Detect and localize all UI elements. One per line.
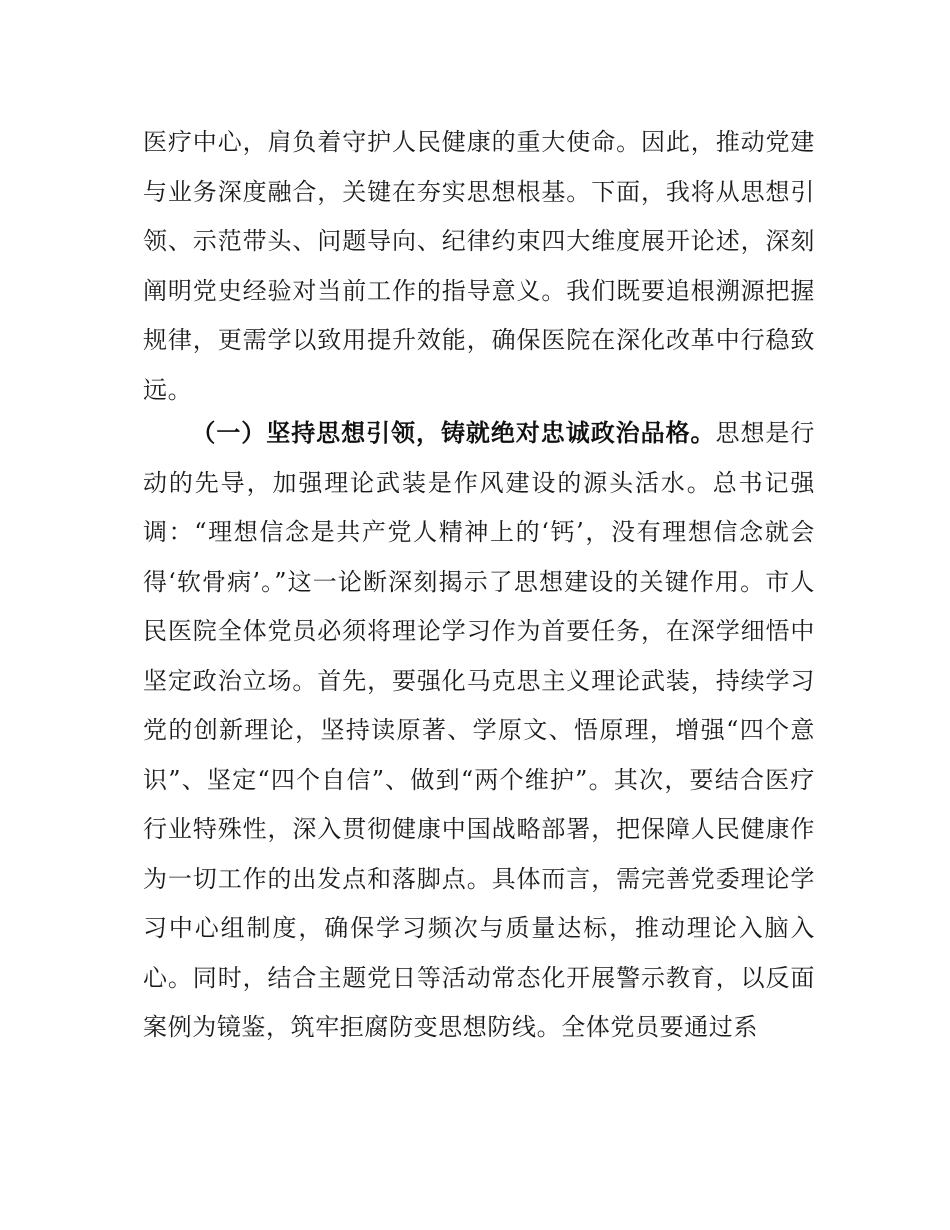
paragraph-intro: 医疗中心，肩负着守护人民健康的重大使命。因此，推动党建与业务深度融合，关键在夯实思想根基。下面，我将从思想引领、示范带头、问题导向、纪律约束四大维度展开论述，深刻阐明党史经验对当前工作的指导意义。我们既要追根溯源把握规律，更需学以致用提升效能，确保医院在深化改革中行稳致远。 xyxy=(143,128,815,404)
paragraph-section-1 xyxy=(143,409,815,1053)
section-body: 思想是行动的先导，加强理论武装是作风建设的源头活水。总书记强调：“理想信念是共产党人精神上的‘钙’，没有理想信念就会得‘软骨病’。”这一论断深刻揭示了思想建设的关键作用。市人民医院全体党员必须将理论学习作为首要任务，在深学细悟中坚定政治立场。首先，要强化马克思主义理论武装，持续学习党的创新理论，坚持读原著、学原文、悟原理，增强“四个意识”、坚定“四个自信”、做到“两个维护”。其次，要结合医疗行业特殊性，深入贯彻健康中国战略部署，把保障人民健康作为一切工作的出发点和落脚点。具体而言，需完善党委理论学习中心组制度，确保学习频次与质量达标，推动理论入脑入心。同时，结合主题党日等活动常态化开展警示教育，以反面案例为镜鉴，筑牢拒腐防变思想防线。全体党员要通过系 xyxy=(143,419,815,1041)
section-heading: （一）坚持思想引领，铸就绝对忠诚政治品格。 xyxy=(191,419,716,447)
